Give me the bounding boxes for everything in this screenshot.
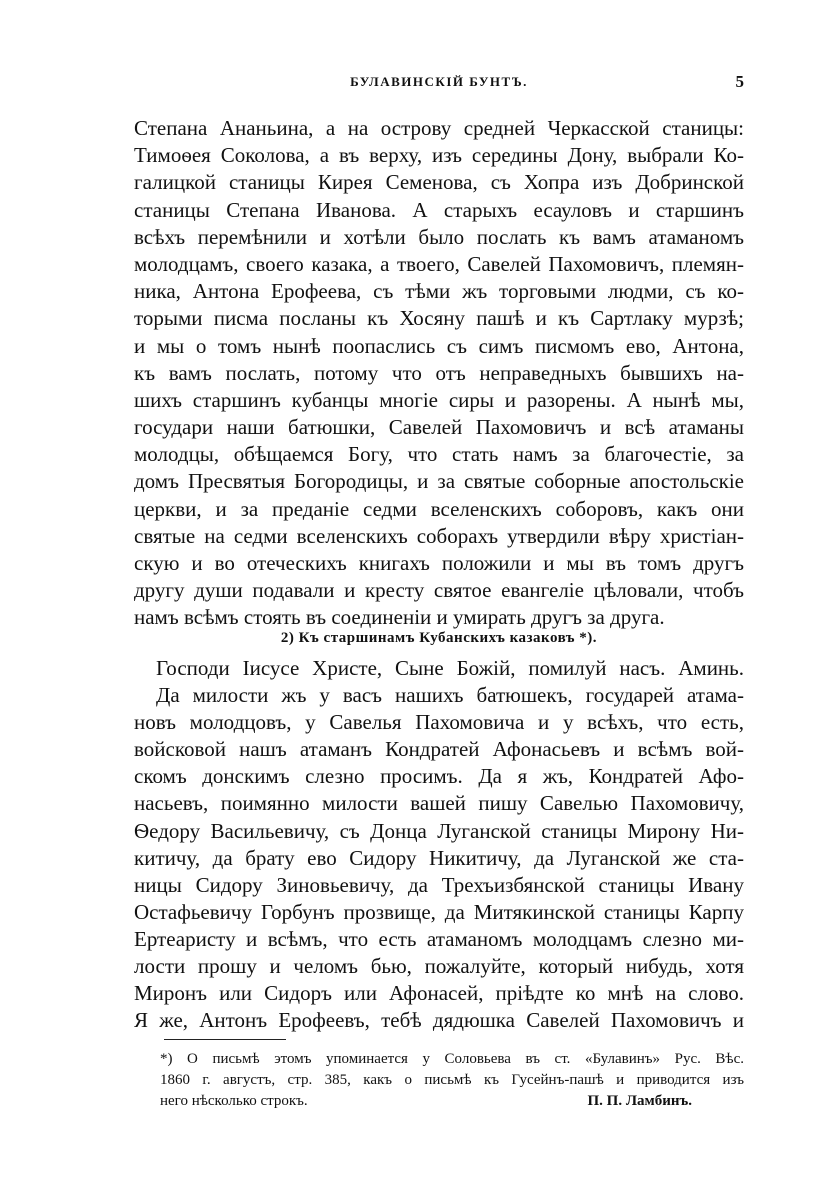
footnote-line: *) О письмѣ этомъ упоминается у Соловьева въ ст. «Булавинъ» Рус. Вѣс. — [160, 1051, 744, 1067]
section-heading: 2) Къ старшинамъ Кубанскихъ казаковъ *). — [280, 630, 598, 646]
text-line: галицкой станицы Кирея Семенова, съ Хопра изъ Добринской — [134, 170, 744, 195]
text-line: молодцамъ, своего казака, а твоего, Савелей Пахомовичъ, племян- — [134, 251, 744, 276]
text-line: Степана Ананьина, а на острову средней Черкасской станицы: — [134, 116, 744, 140]
text-line: святые на седми вселенскихъ соборахъ утвердили вѣру христіан- — [134, 523, 744, 548]
text-line: китичу, да брату ево Сидору Никитичу, да Луганской же ста- — [134, 845, 744, 870]
running-title: БУЛАВИНСКІЙ БУНТЪ. — [350, 74, 528, 89]
text-line: Миронъ или Сидоръ или Афонасей, пріѣдте ко мнѣ на слово. — [134, 981, 744, 1006]
text-line: домъ Пресвятыя Богородицы, и за святые соборные апостольскіе — [134, 469, 744, 494]
text-line: Тимоѳея Соколова, а въ верху, изъ середины Дону, выбрали Ко- — [134, 143, 744, 168]
footnote-last-line — [160, 1091, 744, 1112]
text-line: другу души подавали и кресту святое евангеліе цѣловали, чтобъ — [134, 578, 744, 603]
text-line: всѣхъ перемѣнили и хотѣли было послать къ вамъ атаманомъ — [134, 224, 744, 249]
text-line: скомъ донскимъ слезно просимъ. Да я жъ, Кондратей Афо- — [134, 764, 744, 789]
running-head — [134, 74, 744, 96]
text-line: Я же, Антонъ Ерофеевъ, тебѣ дядюшка Савелей Пахомовичъ и — [134, 1008, 744, 1033]
text-line: Ертеаристу и всѣмъ, что есть атаманомъ молодцамъ слезно ми- — [134, 926, 744, 951]
text-line: станицы Степана Иванова. А старыхъ есауловъ и старшинъ — [134, 197, 744, 222]
text-line: Ѳедору Васильевичу, съ Донца Луганской станицы Мирону Ни- — [134, 818, 744, 843]
text-line: Да милости жъ у васъ нашихъ батюшекъ, государей атама- — [156, 683, 744, 708]
text-line: молодцы, обѣщаемся Богу, что стать намъ за благочестіе, за — [134, 442, 744, 467]
text-line: и мы о томъ нынѣ поопаслись съ симъ писмомъ ево, Антона, — [134, 333, 744, 358]
footnote-line: 1860 г. августъ, стр. 385, какъ о письмѣ къ Гусейнъ-пашѣ и приводится изъ — [160, 1072, 744, 1088]
text-line: государи наши батюшки, Савелей Пахомовичъ и всѣ атаманы — [134, 415, 744, 440]
footnote-divider — [164, 1039, 286, 1040]
footnote-signature: П. П. Ламбинъ. — [587, 1093, 692, 1109]
footnote — [160, 1049, 744, 1112]
text-line: къ вамъ послать, потому что отъ неправедныхъ бывшихъ на- — [134, 360, 744, 385]
footnote-line: него нѣсколько строкъ. — [160, 1093, 308, 1109]
text-line: Господи Іисусе Христе, Сыне Божій, помилуй насъ. Аминь. — [156, 656, 744, 680]
text-line: лости прошу и челомъ бью, пожалуйте, который нибудь, хотя — [134, 954, 744, 979]
text-line: новъ молодцовъ, у Савелья Пахомовича и у всѣхъ, что есть, — [134, 710, 744, 735]
text-line: войсковой нашъ атаманъ Кондратей Афонасьевъ и всѣмъ вой- — [134, 737, 744, 762]
text-line: скую и во отеческихъ книгахъ положили и мы въ томъ другъ — [134, 551, 744, 575]
letter-2-body — [134, 655, 744, 1034]
page-number: 5 — [735, 72, 744, 91]
text-line: ницы Сидору Зиновьевичу, да Трехъизбянской станицы Ивану — [134, 872, 744, 897]
text-line: намъ всѣмъ стоять въ соединеніи и умирать другъ за друга. — [134, 605, 665, 630]
text-line: насьевъ, поимянно милости вашей пишу Савелью Пахомовичу, — [134, 791, 744, 816]
text-line: ника, Антона Ерофеева, съ тѣми жъ торговыми людми, съ ко- — [134, 279, 744, 304]
text-line: церкви, и за преданіе седми вселенскихъ соборовъ, какъ они — [134, 496, 744, 521]
text-line: торыми писма посланы къ Хосяну пашѣ и къ Сартлаку мурзѣ; — [134, 306, 744, 331]
letter-1-continuation — [134, 115, 744, 632]
text-line: Остафьевичу Горбунъ прозвище, да Митякинской станицы Карпу — [134, 899, 744, 924]
text-line: шихъ старшинъ кубанцы многіе сиры и разорены. А нынѣ мы, — [134, 387, 744, 412]
